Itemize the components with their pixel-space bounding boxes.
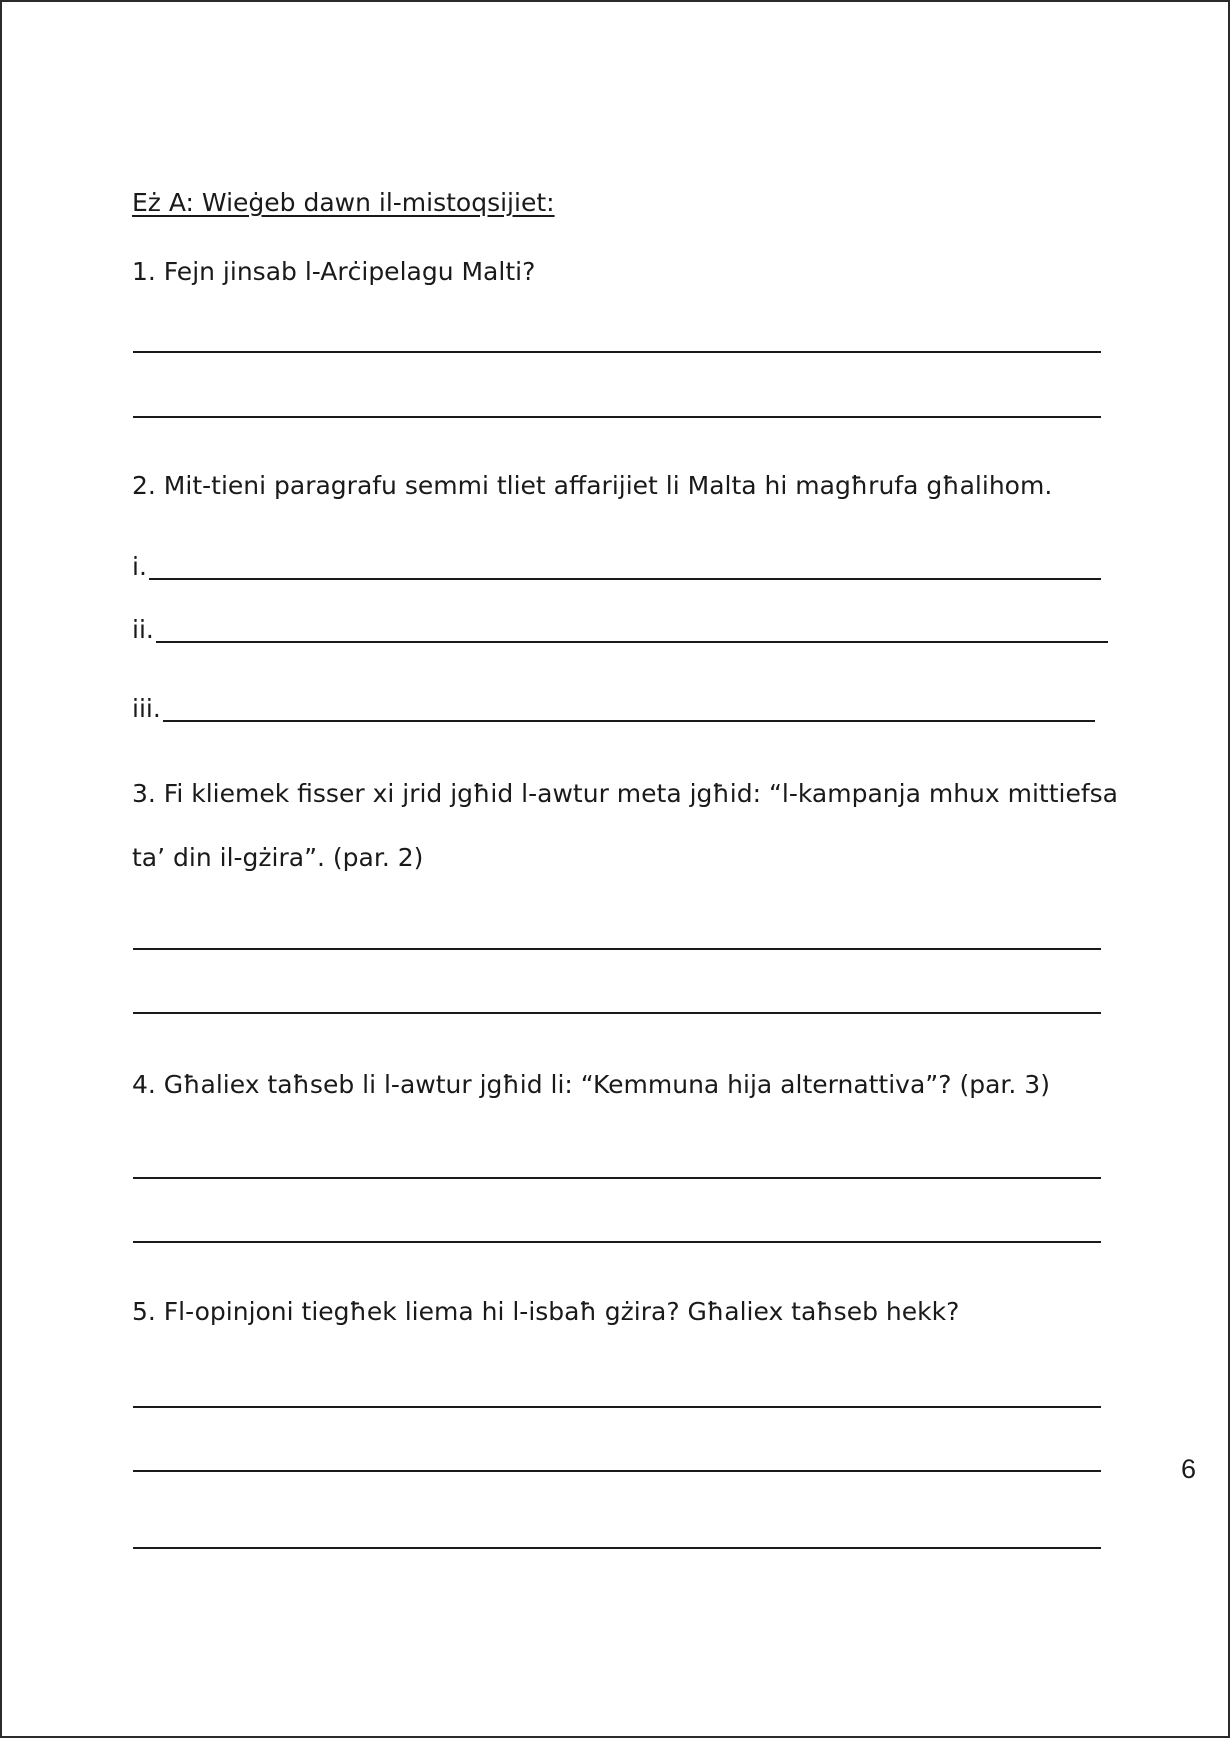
list-label: i. bbox=[132, 552, 147, 581]
answer-line[interactable] bbox=[149, 554, 1101, 580]
answer-item-ii[interactable] bbox=[132, 617, 1108, 643]
answer-line[interactable] bbox=[133, 1177, 1101, 1179]
answer-line[interactable] bbox=[133, 1470, 1101, 1472]
question-3-line-1: 3. Fi kliemek fisser xi jrid jgħid l-awtur meta jgħid: “l-kampanja mhux mittiefsa bbox=[132, 779, 1118, 808]
list-label: iii. bbox=[132, 694, 161, 723]
exercise-heading: Eż A: Wieġeb dawn il-mistoqsijiet: bbox=[132, 188, 555, 217]
answer-item-iii[interactable] bbox=[132, 696, 1095, 722]
answer-line[interactable] bbox=[156, 617, 1108, 643]
answer-line[interactable] bbox=[133, 1012, 1101, 1014]
answer-line[interactable] bbox=[133, 351, 1101, 353]
question-2: 2. Mit-tieni paragrafu semmi tliet affarijiet li Malta hi magħrufa għalihom. bbox=[132, 471, 1053, 500]
question-5: 5. Fl-opinjoni tiegħek liema hi l-isbaħ gżira? Għaliex taħseb hekk? bbox=[132, 1297, 960, 1326]
question-3-line-2: ta’ din il-gżira”. (par. 2) bbox=[132, 843, 424, 872]
list-label: ii. bbox=[132, 615, 154, 644]
answer-line[interactable] bbox=[133, 1547, 1101, 1549]
question-1: 1. Fejn jinsab l-Arċipelagu Malti? bbox=[132, 257, 536, 286]
answer-line[interactable] bbox=[163, 696, 1095, 722]
question-4: 4. Għaliex taħseb li l-awtur jgħid li: “Kemmuna hija alternattiva”? (par. 3) bbox=[132, 1070, 1050, 1099]
answer-line[interactable] bbox=[133, 1406, 1101, 1408]
answer-line[interactable] bbox=[133, 948, 1101, 950]
answer-line[interactable] bbox=[133, 416, 1101, 418]
answer-line[interactable] bbox=[133, 1241, 1101, 1243]
answer-item-i[interactable] bbox=[132, 554, 1101, 580]
page-number: 6 bbox=[1180, 1454, 1196, 1484]
